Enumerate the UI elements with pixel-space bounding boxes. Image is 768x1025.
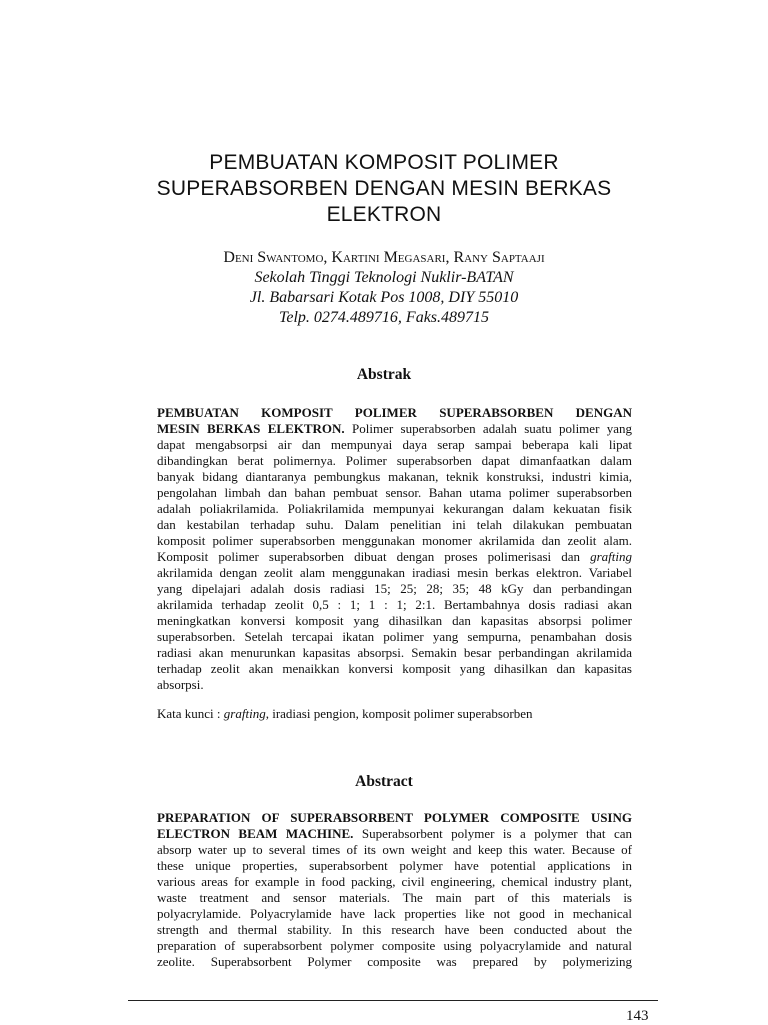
abstract-line [157,810,632,826]
abstract-line: waste treatment and sensor materials. The main part of this materials is [157,890,632,905]
abstrak-line: yang dipelajari adalah dosis radiasi 15; 25; 28; 35; 48 kGy dan perbandingan [157,581,632,596]
abstract-lead: PREPARATION OF SUPERABSORBENT POLYMER COMPOSITE USING [157,810,632,825]
abstrak-line: absorpsi. [157,677,204,692]
keywords-text: , iradiasi pengion, komposit polimer superabsorben [265,706,533,721]
abstract-line: polyacrylamide. Polyacrylamide have lack properties like not good in mechanical [157,906,632,921]
abstrak-line: adalah poliakrilamida. Poliakrilamida mempunyai kekurangan dalam kekuatan fisik [157,501,632,516]
abstrak-line [157,421,632,437]
abstract-heading: Abstract [355,773,413,790]
address-line: Jl. Babarsari Kotak Pos 1008, DIY 55010 [249,289,519,306]
abstract-line [157,826,632,842]
abstrak-line: meningkatkan konversi komposit yang dihasilkan dan kapasitas absorpsi polimer [157,613,632,628]
page-number: 143 [626,1008,649,1024]
abstract-line: zeolite. Superabsorbent Polymer composite was prepared by polymerizing [157,954,632,969]
abstrak-heading: Abstrak [356,366,412,383]
abstrak-line: banyak bidang diantaranya pembungkus makanan, teknik konstruksi, industri kimia, [157,469,632,484]
abstrak-body [157,405,632,693]
abstrak-line: terhadap zeolit akan menaikkan konversi komposit yang dihasilkan dan kapasitas [157,661,632,676]
abstrak-italic: grafting [590,549,632,564]
title-line: SUPERABSORBEN DENGAN MESIN BERKAS [156,177,612,200]
footer-rule [128,1000,658,1001]
abstrak-line: komposit polimer superabsorben menggunakan monomer akrilamida dan zeolit alam. [157,533,632,548]
abstrak-lead: MESIN BERKAS ELEKTRON. [157,421,345,436]
abstrak-line: akrilamida dengan zeolit alam menggunakan iradiasi mesin berkas elektron. Variabel [157,565,632,580]
affiliation-line: Sekolah Tinggi Teknologi Nuklir-BATAN [254,269,514,286]
abstrak-line: radiasi akan menurunkan kapasitas absorpsi. Semakin besar perbandingan akrilamida [157,645,632,660]
abstract-line: these unique properties, superabsorbent polymer have potential applications in [157,858,632,873]
author-names: Deni Swantomo, Kartini Megasari, Rany Saptaaji [223,249,545,266]
abstract-text: Superabsorbent polymer is a polymer that can [353,826,632,841]
abstrak-line [157,549,632,565]
abstrak-line: superabsorben. Setelah tercapai ikatan polimer yang sempurna, penambahan dosis [157,629,632,644]
keywords [157,706,533,722]
abstrak-line: dan kestabilan terhadap suhu. Dalam penelitian ini telah dilakukan pembuatan [157,517,632,532]
keywords-label: Kata kunci : [157,706,224,721]
abstract-line: absorp water up to several times of its own weight and keep this water. Because of [157,842,632,857]
abstrak-line: dibandingkan berat polimernya. Polimer superabsorben dapat dimanfaatkan dalam [157,453,632,468]
abstrak-line: akrilamida terhadap zeolit 0,5 : 1; 1 : 1; 2:1. Bertambahnya dosis radiasi akan [157,597,632,612]
abstract-line: various areas for example in food packing, civil engineering, chemical industry plant, [157,874,632,889]
keywords-italic: grafting [223,706,266,721]
paper-title [0,150,768,228]
title-line: PEMBUATAN KOMPOSIT POLIMER [209,151,559,174]
title-line: ELEKTRON [326,203,442,226]
abstract-lead: ELECTRON BEAM MACHINE. [157,826,354,841]
abstract-line: strength and thermal stability. In this research have been conducted about the [157,922,632,937]
abstract-body [157,810,632,970]
abstract-line: preparation of superabsorbent polymer composite using polyacrylamide and natural [157,938,632,953]
abstrak-text: Komposit polimer superabsorben dibuat dengan proses polimerisasi dan [157,549,591,564]
author-block [0,248,768,328]
contact-line: Telp. 0274.489716, Faks.489715 [278,309,490,326]
abstrak-text: Polimer superabsorben adalah suatu polimer yang [344,421,632,436]
abstrak-lead: PEMBUATAN KOMPOSIT POLIMER SUPERABSORBEN DENGAN [157,405,632,420]
abstrak-line: pengolahan limbah dan bahan pembuat sensor. Bahan utama polimer superabsorben [157,485,632,500]
abstrak-line [157,405,632,421]
abstrak-line: dapat mengabsorpsi air dan mempunyai daya serap sampai beberapa kali lipat [157,437,632,452]
